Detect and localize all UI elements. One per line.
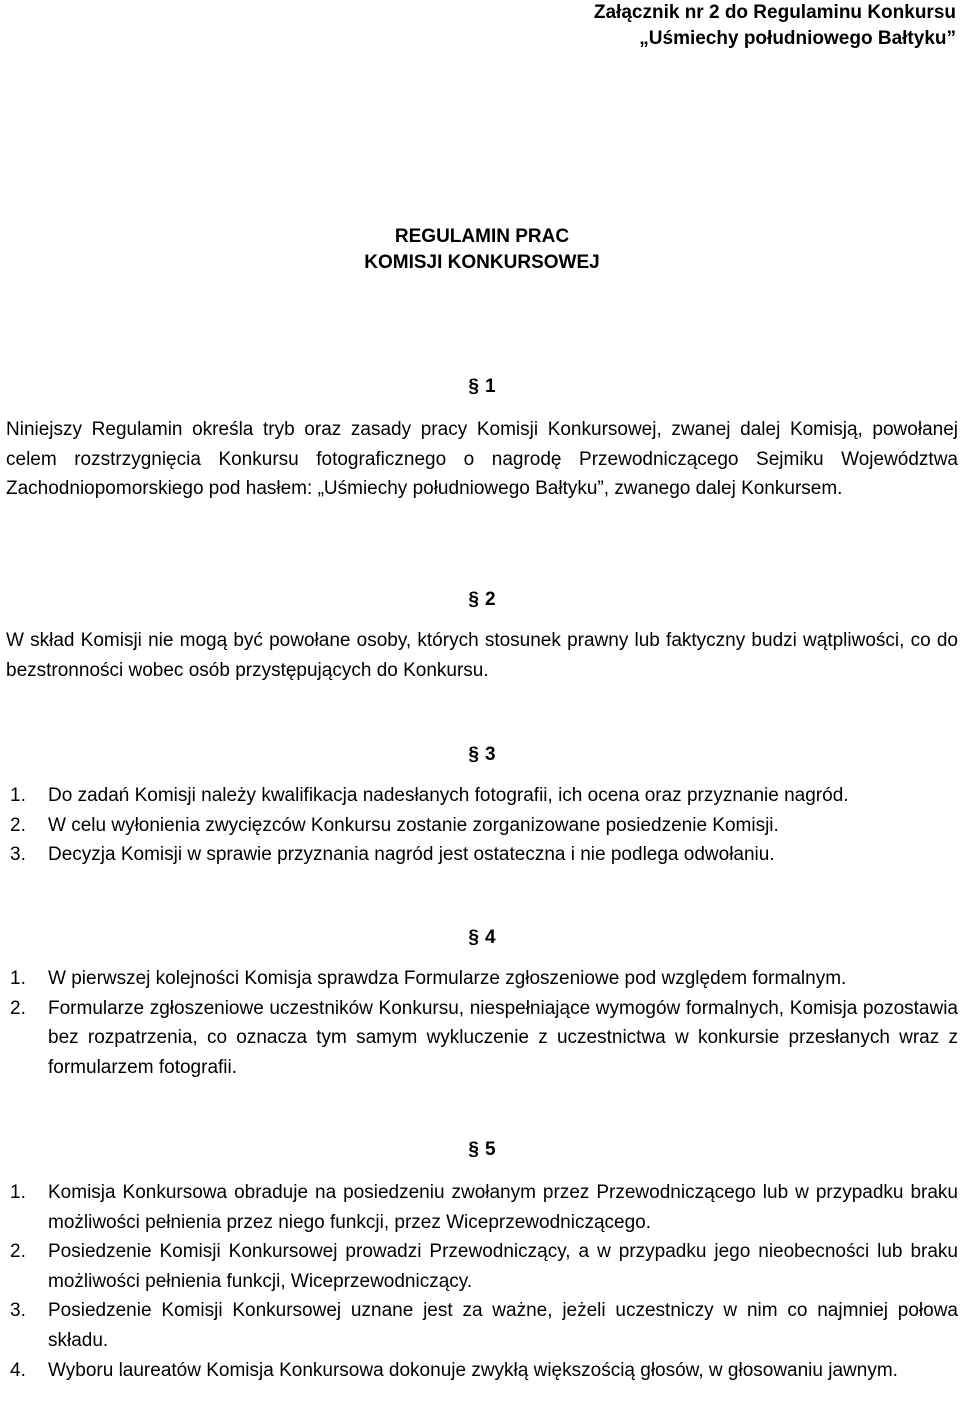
list-item <box>6 1296 958 1355</box>
annex-header <box>594 0 956 52</box>
list-item-number: 1. <box>10 968 26 989</box>
section-5-list <box>6 1178 958 1385</box>
list-item-text: Do zadań Komisji należy kwalifikacja nadesłanych fotografii, ich ocena oraz przyznanie nagród. <box>48 785 849 806</box>
list-item-number: 1. <box>10 1182 26 1203</box>
list-item <box>6 840 958 870</box>
section-heading-4 <box>452 926 512 950</box>
list-item <box>6 964 958 994</box>
document-title <box>300 224 664 276</box>
list-item-number: 3. <box>10 1300 26 1322</box>
section-number: 3 <box>485 744 496 765</box>
section-heading-3 <box>452 743 512 767</box>
section-symbol: § <box>468 1139 479 1160</box>
section-1-paragraph: Niniejszy Regulamin określa tryb oraz zasady pracy Komisji Konkursowej, zwanej dalej Komisją, powołanej celem rozstrzygnięcia Konkursu fotograficznego o nagrodę Przewodniczącego Sejmiku Województwa Zachodniopomorskiego pod hasłem: „Uśmiechy południowego Bałtyku”, zwanego dalej Konkursem. <box>6 419 958 500</box>
section-number: 2 <box>485 589 496 610</box>
section-number: 1 <box>485 376 496 397</box>
list-item-text: Posiedzenie Komisji Konkursowej uznane jest za ważne, jeżeli uczestniczy w nim co najmniej połowa składu. <box>48 1300 958 1351</box>
list-item-text: Wyboru laureatów Komisja Konkursowa dokonuje zwykłą większością głosów, w głosowaniu jawnym. <box>48 1359 898 1381</box>
title-line-2: KOMISJI KONKURSOWEJ <box>364 252 600 273</box>
section-number: 5 <box>485 1139 496 1160</box>
section-heading-2 <box>452 588 512 612</box>
section-3-list <box>6 781 958 870</box>
list-item <box>6 1237 958 1296</box>
section-symbol: § <box>468 927 479 948</box>
list-item-text: W celu wyłonienia zwycięzców Konkursu zostanie zorganizowane posiedzenie Komisji. <box>48 814 779 836</box>
annex-line-2: „Uśmiechy południowego Bałtyku” <box>639 28 956 49</box>
list-item-text: Posiedzenie Komisji Konkursowej prowadzi Przewodniczący, a w przypadku jego nieobecności lub braku możliwości pełnienia funkcji, Wiceprzewodniczący. <box>48 1241 958 1292</box>
list-item-number: 2. <box>10 814 26 836</box>
section-symbol: § <box>468 589 479 610</box>
section-heading-5 <box>452 1138 512 1162</box>
list-item <box>6 1178 958 1237</box>
list-item-number: 2. <box>10 997 26 1019</box>
list-item <box>6 994 958 1083</box>
list-item-text: Decyzja Komisji w sprawie przyznania nagród jest ostateczna i nie podlega odwołaniu. <box>48 844 775 866</box>
list-item-text: W pierwszej kolejności Komisja sprawdza Formularze zgłoszeniowe pod względem formalnym. <box>48 968 847 989</box>
section-4-list <box>6 964 958 1082</box>
annex-line-1: Załącznik nr 2 do Regulaminu Konkursu <box>593 2 956 23</box>
list-item-number: 3. <box>10 844 26 866</box>
section-heading-1 <box>452 375 512 399</box>
list-item-number: 4. <box>10 1359 26 1381</box>
list-item-text: Komisja Konkursowa obraduje na posiedzeniu zwołanym przez Przewodniczącego lub w przypadku braku możliwości pełnienia przez niego funkcji, przez Wiceprzewodniczącego. <box>48 1182 958 1233</box>
list-item <box>6 781 958 811</box>
list-item-text: Formularze zgłoszeniowe uczestników Konkursu, niespełniające wymogów formalnych, Komisja pozostawia bez rozpatrzenia, co oznacza tym samym wykluczenie z uczestnictwa w konkursie przesłanych wraz z formularzem fotografii. <box>48 997 958 1078</box>
list-item <box>6 811 958 841</box>
section-number: 4 <box>485 927 496 948</box>
section-symbol: § <box>468 376 479 397</box>
list-item-number: 2. <box>10 1241 26 1263</box>
section-2-paragraph: W skład Komisji nie mogą być powołane osoby, których stosunek prawny lub faktyczny budzi wątpliwości, co do bezstronności wobec osób przystępujących do Konkursu. <box>6 630 958 681</box>
title-line-1: REGULAMIN PRAC <box>394 226 570 247</box>
section-symbol: § <box>468 744 479 765</box>
list-item-number: 1. <box>10 785 26 806</box>
list-item <box>6 1356 958 1386</box>
